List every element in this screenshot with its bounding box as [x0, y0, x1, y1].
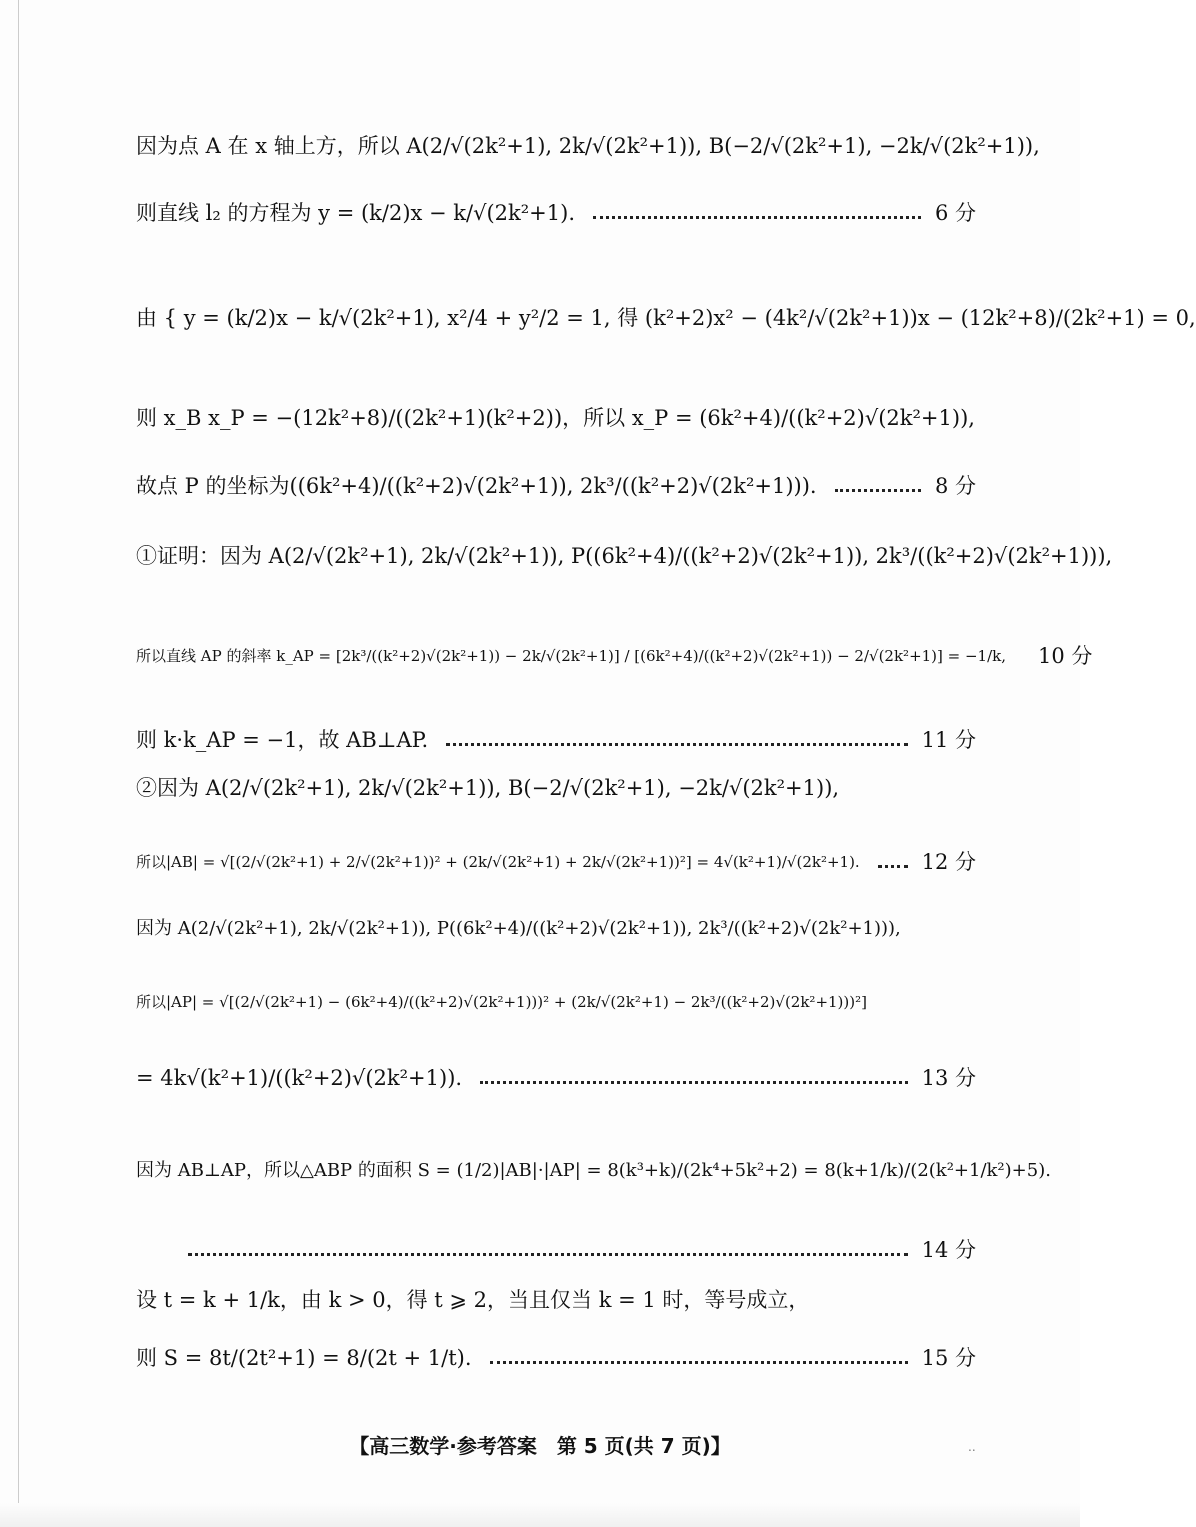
dot-leader [835, 489, 921, 492]
score-mark: 8 分 [934, 474, 976, 498]
line-text: 则 k·k_AP = −1，故 AB⊥AP. [136, 728, 429, 752]
line-text: 则 S = 8t/(2t²+1) = 8/(2t + 1/t). [136, 1346, 472, 1370]
solution-line-12 [136, 995, 976, 1010]
score-mark: 6 分 [934, 201, 976, 225]
page-footer: 【高三数学·参考答案 第 5 页(共 7 页)】 [349, 1434, 731, 1458]
solution-line-2 [136, 203, 976, 224]
solution-line-7 [136, 644, 1093, 668]
line-text: 所以|AB| = √[(2/√(2k²+1) + 2/√(2k²+1))² + (2k/√(2k²+1) + 2k/√(2k²+1))²] = 4√(k²+1)/√(2k²+1). [136, 853, 860, 871]
line-text: = 4k√(k²+1)/((k²+2)√(2k²+1)). [136, 1066, 463, 1090]
score-mark: 12 分 [921, 850, 976, 874]
dot-leader [593, 216, 921, 219]
line-text: ②因为 A(2/√(2k²+1), 2k/√(2k²+1)), B(−2/√(2k²+1), −2k/√(2k²+1)), [136, 776, 840, 800]
solution-line-15 [188, 1240, 976, 1261]
solution-line-11 [136, 920, 976, 938]
solution-line-17 [136, 1348, 976, 1369]
line-text: 因为 A(2/√(2k²+1), 2k/√(2k²+1)), P((6k²+4)/((k²+2)√(2k²+1)), 2k³/((k²+2)√(2k²+1))), [136, 918, 901, 939]
line-text: 因为点 A 在 x 轴上方，所以 A(2/√(2k²+1), 2k/√(2k²+1)), B(−2/√(2k²+1), −2k/√(2k²+1)), [136, 134, 1040, 158]
line-text: 则 x_B x_P = −(12k²+8)/((2k²+1)(k²+2))，所以 x_P = (6k²+4)/((k²+2)√(2k²+1)), [136, 406, 975, 430]
line-text: 故点 P 的坐标为((6k²+4)/((k²+2)√(2k²+1)), 2k³/((k²+2)√(2k²+1))). [136, 474, 817, 498]
solution-line-1 [136, 134, 1040, 158]
solution-line-13 [136, 1068, 976, 1089]
solution-line-5 [136, 476, 976, 497]
score-mark: 10 分 [1038, 644, 1093, 668]
dot-leader [188, 1253, 908, 1256]
corner-mark: .. [968, 1440, 976, 1454]
solution-line-8 [136, 730, 976, 751]
solution-line-4 [136, 408, 976, 429]
line-text: ①证明：因为 A(2/√(2k²+1), 2k/√(2k²+1)), P((6k²+4)/((k²+2)√(2k²+1)), 2k³/((k²+2)√(2k²+1))), [136, 544, 1113, 568]
dot-leader [446, 743, 907, 746]
line-text: 因为 AB⊥AP，所以△ABP 的面积 S = (1/2)|AB|·|AP| = 8(k³+k)/(2k⁴+5k²+2) = 8(k+1/k)/(2(k²+1/k²)+5). [136, 1160, 1051, 1181]
score-mark: 15 分 [921, 1346, 976, 1370]
score-mark: 14 分 [921, 1238, 976, 1262]
dot-leader [490, 1361, 908, 1364]
dot-leader [480, 1081, 908, 1084]
solution-line-3 [136, 306, 1196, 330]
score-mark: 11 分 [921, 728, 976, 752]
solution-line-10 [136, 852, 976, 873]
line-text: 所以|AP| = √[(2/√(2k²+1) − (6k²+4)/((k²+2)√(2k²+1)))² + (2k/√(2k²+1) − 2k³/((k²+2)√(2k²+1)))²] [136, 993, 867, 1011]
scan-shadow [0, 1503, 1080, 1527]
solution-line-14 [136, 1160, 1051, 1181]
line-text: 设 t = k + 1/k，由 k > 0，得 t ⩾ 2，当且仅当 k = 1 时，等号成立， [136, 1288, 810, 1312]
line-text: 所以直线 AP 的斜率 k_AP = [2k³/((k²+2)√(2k²+1)) − 2k/√(2k²+1)] / [(6k²+4)/((k²+2)√(2k²+1)) − 2/√(2k²+1)] = −1/k, [136, 647, 1007, 665]
solution-line-16 [136, 1290, 976, 1311]
solution-line-6 [136, 544, 1113, 568]
page-edge [18, 0, 19, 1527]
solution-line-9 [136, 778, 976, 799]
line-text: 由 { y = (k/2)x − k/√(2k²+1), x²/4 + y²/2 = 1, 得 (k²+2)x² − (4k²/√(2k²+1))x − (12k²+8)/(2k²+1) = 0, [136, 306, 1196, 330]
line-text: 则直线 l₂ 的方程为 y = (k/2)x − k/√(2k²+1). [136, 201, 576, 225]
dot-leader [878, 865, 908, 868]
score-mark: 13 分 [921, 1066, 976, 1090]
